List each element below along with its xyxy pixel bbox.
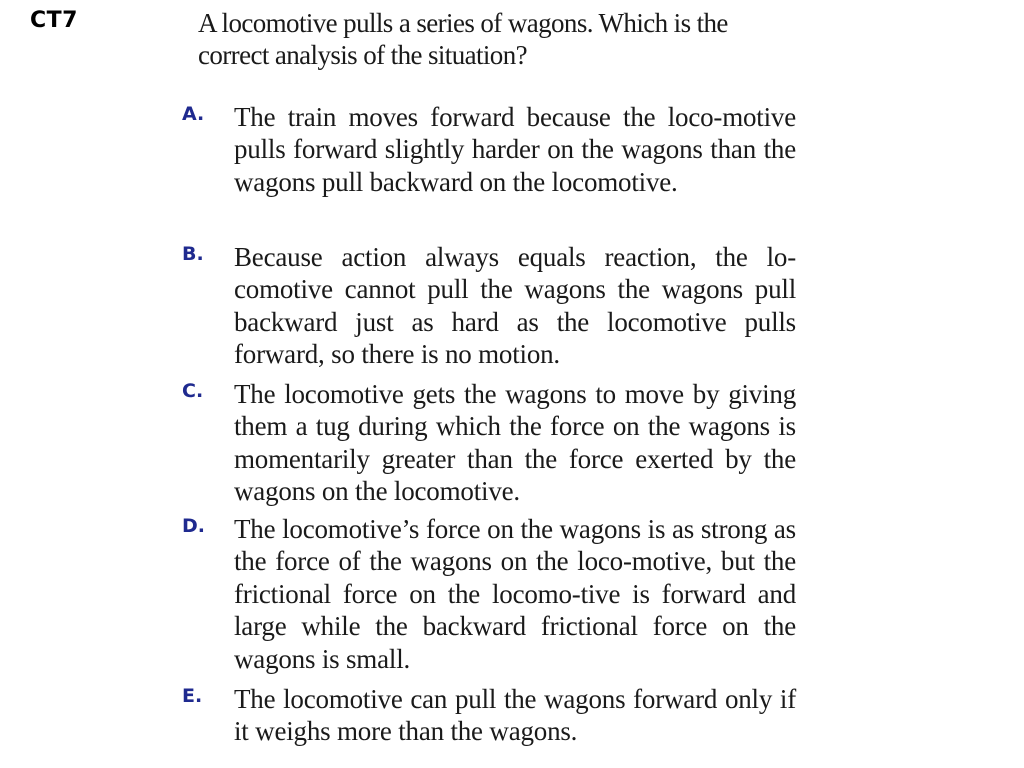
option-c-text: The locomotive gets the wagons to move by giving them a tug during which the force on the wagons is momentarily greater than the force exerted by the wagons on the locomotive. [234, 379, 796, 507]
option-e-text: The locomotive can pull the wagons forward only if it weighs more than the wagons. [234, 684, 796, 747]
option-a-letter: A. [182, 103, 205, 125]
question-number-label: CT7 [30, 8, 78, 33]
option-e-letter: E. [182, 685, 203, 707]
option-d-letter: D. [182, 515, 205, 537]
option-b-letter: B. [182, 243, 204, 265]
option-b-text: Because action always equals reaction, the lo-comotive cannot pull the wagons the wagons pull backward just as hard as the locomotive pulls forward, so there is no motion. [234, 242, 796, 370]
option-c-letter: C. [182, 380, 204, 402]
question-text: A locomotive pulls a series of wagons. Which is the correct analysis of the situation? [198, 8, 728, 70]
option-a-text: The train moves forward because the loco-motive pulls forward slightly harder on the wagons than the wagons pull backward on the locomotive. [234, 102, 796, 197]
option-d-text: The locomotive’s force on the wagons is as strong as the force of the wagons on the loco-motive, but the frictional force on the locomo-tive is forward and large while the backward frictional force on the wagons is small. [234, 514, 796, 674]
